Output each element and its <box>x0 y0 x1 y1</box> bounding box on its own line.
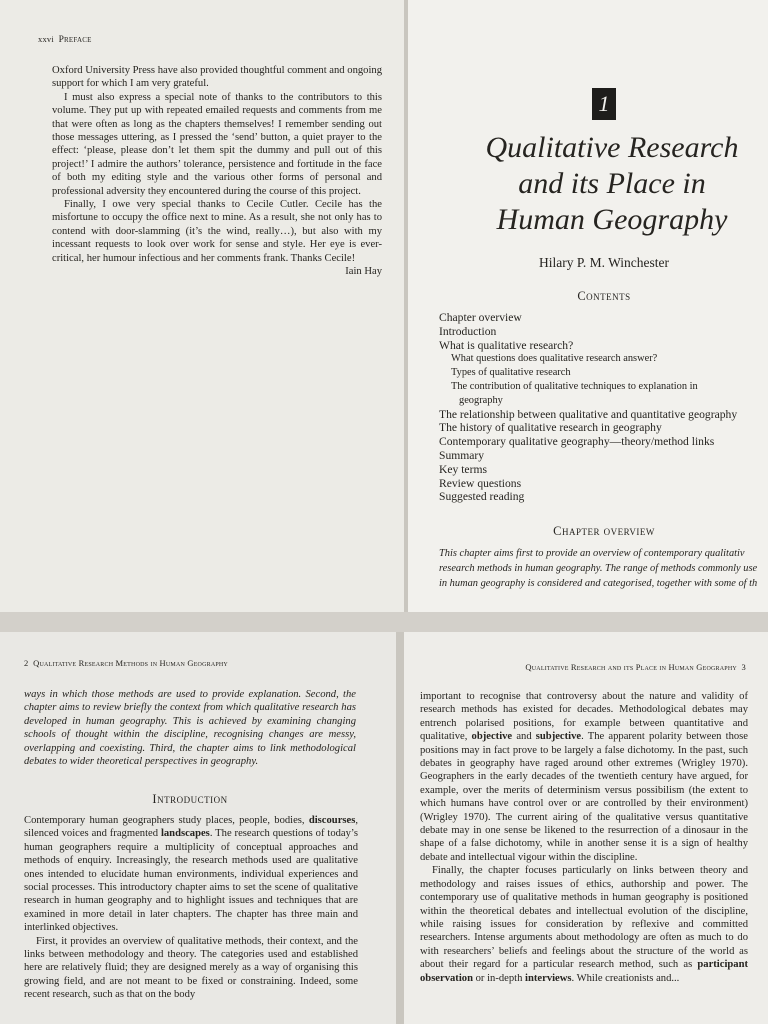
overview-line: research methods in human geography. The range of methods commonly use <box>439 563 758 574</box>
contents-item: Chapter overview <box>439 311 522 324</box>
preface-body <box>52 64 382 279</box>
chapter-title-line-2: and its Place in <box>518 167 706 200</box>
page-number: 3 <box>741 662 746 672</box>
preface-signature: Iain Hay <box>345 266 382 278</box>
preface-paragraph-2: I must also express a special note of thanks to the contributors to this volume. They put up with repeated emailed requests and comments from me that were often as long as the chapters themselves! I remember sending out those messages uttering, as I pressed the ‘send’ button, a quiet prayer to the effect: ‘please, please don’t let them spit the dummy and pull out of this project!’ I admire the authors’ tolerance, persistence and fortitude in the face of both my editing style and the various other forms of personal and professional adversity they encountered during the course of this project. <box>52 91 382 197</box>
contents-item: Suggested reading <box>439 490 525 504</box>
introduction-paragraph-1: Contemporary human geographers study places, people, bodies, discourses, silenced voices and fragmented landscapes. The research questions of today’s human geographers require a multiplicity of conceptual approaches and methods of enquiry. Increasingly, the research methods used are qualitative ones intended to elucidate human environments, individual experiences and social processes. This introductory chapter aims to set the scene of qualitative research in human geography and to highlight issues and techniques that are examined in more detail in later chapters. The chapter has three main and interlinked objectives. <box>24 815 358 934</box>
overview-line: in human geography is considered and categorised, together with some of th <box>439 578 758 589</box>
page-2 <box>0 632 396 1024</box>
page-number: 2 <box>24 658 29 668</box>
body-paragraph-2: Finally, the chapter focuses particularly on links between theory and methodology and raises issues of ethics, authorship and power. The contemporary use of qualitative methods in human geography is positioned within the theoretical debates and intellectual evolution of the discipline, while raising issues for consideration by reflexive and committed researchers. Intense arguments about methodology are often as much to do with researchers’ beliefs and feelings about the structure of the world as about their regard for a particular research method, such as participant observation or in-depth interviews. While creationists and... <box>420 865 748 984</box>
contents-item: Types of qualitative research <box>451 367 571 379</box>
contents-item: Review questions <box>439 476 522 490</box>
introduction-paragraph-2: First, it provides an overview of qualitative methods, their context, and the links between methodology and theory. The categories used and established here are relatively fluid; they are designed merely as a way of organising this growing field, and are not meant to be fixed or constraining. Indeed, some recent research, such as that on the body <box>24 935 358 1001</box>
contents-item: What is qualitative research? <box>439 338 574 352</box>
preface-page <box>0 0 404 612</box>
contents-heading: Contents <box>577 289 631 303</box>
introduction-heading: Introduction <box>152 792 228 806</box>
chapter-title-line-1: Qualitative Research <box>485 131 739 164</box>
contents-item: geography <box>459 394 503 406</box>
chapter-title <box>452 130 768 238</box>
contents-item: Key terms <box>439 462 487 476</box>
contents-list <box>439 311 737 504</box>
contents-item: The relationship between qualitative and quantitative geography <box>439 407 738 421</box>
introduction-body <box>24 814 358 1002</box>
running-header <box>24 658 228 668</box>
chapter-title-line-3: Human Geography <box>496 203 728 236</box>
overview-heading: Chapter overview <box>553 524 655 538</box>
overview-line: This chapter aims first to provide an overview of contemporary qualitativ <box>439 548 745 559</box>
contents-item: The contribution of qualitative techniques to explanation in <box>451 380 698 392</box>
overview-text <box>439 546 768 591</box>
header-title: Preface <box>58 35 92 45</box>
contents-item: Summary <box>439 448 485 462</box>
page-3-body <box>420 690 748 985</box>
preface-paragraph-3: Finally, I owe very special thanks to Cecile Cutler. Cecile has the misfortune to occupy the office next to mine. As a result, she not only has to contend with door-slamming (it’s the wind, really…), but also with my incessant requests to look over work for sense and style. Her eye is ever-critical, her humour infectious and her comments frank. Thanks Cecile! <box>52 199 382 264</box>
preface-paragraph-1: Oxford University Press have also provided thoughtful comment and ongoing support for which I am very grateful. <box>52 65 382 90</box>
contents-item: Contemporary qualitative geography—theory/method links <box>439 435 715 449</box>
contents-item: The history of qualitative research in geography <box>439 421 662 435</box>
contents-item: Introduction <box>439 324 497 338</box>
chapter-opener-page <box>408 0 768 612</box>
chapter-author: Hilary P. M. Winchester <box>538 255 670 270</box>
chapter-number-badge: 1 <box>592 88 616 120</box>
page-3 <box>404 632 768 1024</box>
intro-continuation: ways in which those methods are used to provide explanation. Second, the chapter aims to review briefly the context from which qualitative research has developed in human geography. This is achieved by examining changing schools of thought within the discipline, recognising changes are messy, overlapping and coexisting. Third, the chapter aims to link methodological debates to wider theoretical perspectives in geography. <box>24 689 356 768</box>
page-number: xxvi <box>38 34 54 44</box>
header-title: Qualitative Research Methods in Human Geography <box>33 658 228 668</box>
running-header <box>525 662 746 672</box>
header-title: Qualitative Research and its Place in Human Geography <box>525 662 737 672</box>
body-paragraph-1: important to recognise that controversy about the nature and validity of research methods has existed for decades. Methodological debates may entrench polarised positions, for example between quantitative and qualitative, objective and subjective. The apparent polarity between those positions may in fact prove to be largely a false dichotomy. In the past, such debates in geography have raged around other extremes (Wrigley 1970). Geographers in the early decades of the twentieth century have argued, for example, over the merits of determinism versus possibilism (the extent to which humans have control over or are controlled by their environment) (Wrigley 1970). The current airing of the qualitative versus quantitative debate may in one sense be likened to the resurrection of a dinosaur in the shape of a false dichotomy, while in another sense it is a sign of healthy debate and intellectual vigour within the discipline. <box>420 691 748 863</box>
running-header <box>38 34 92 45</box>
contents-item: What questions does qualitative research answer? <box>451 353 658 365</box>
